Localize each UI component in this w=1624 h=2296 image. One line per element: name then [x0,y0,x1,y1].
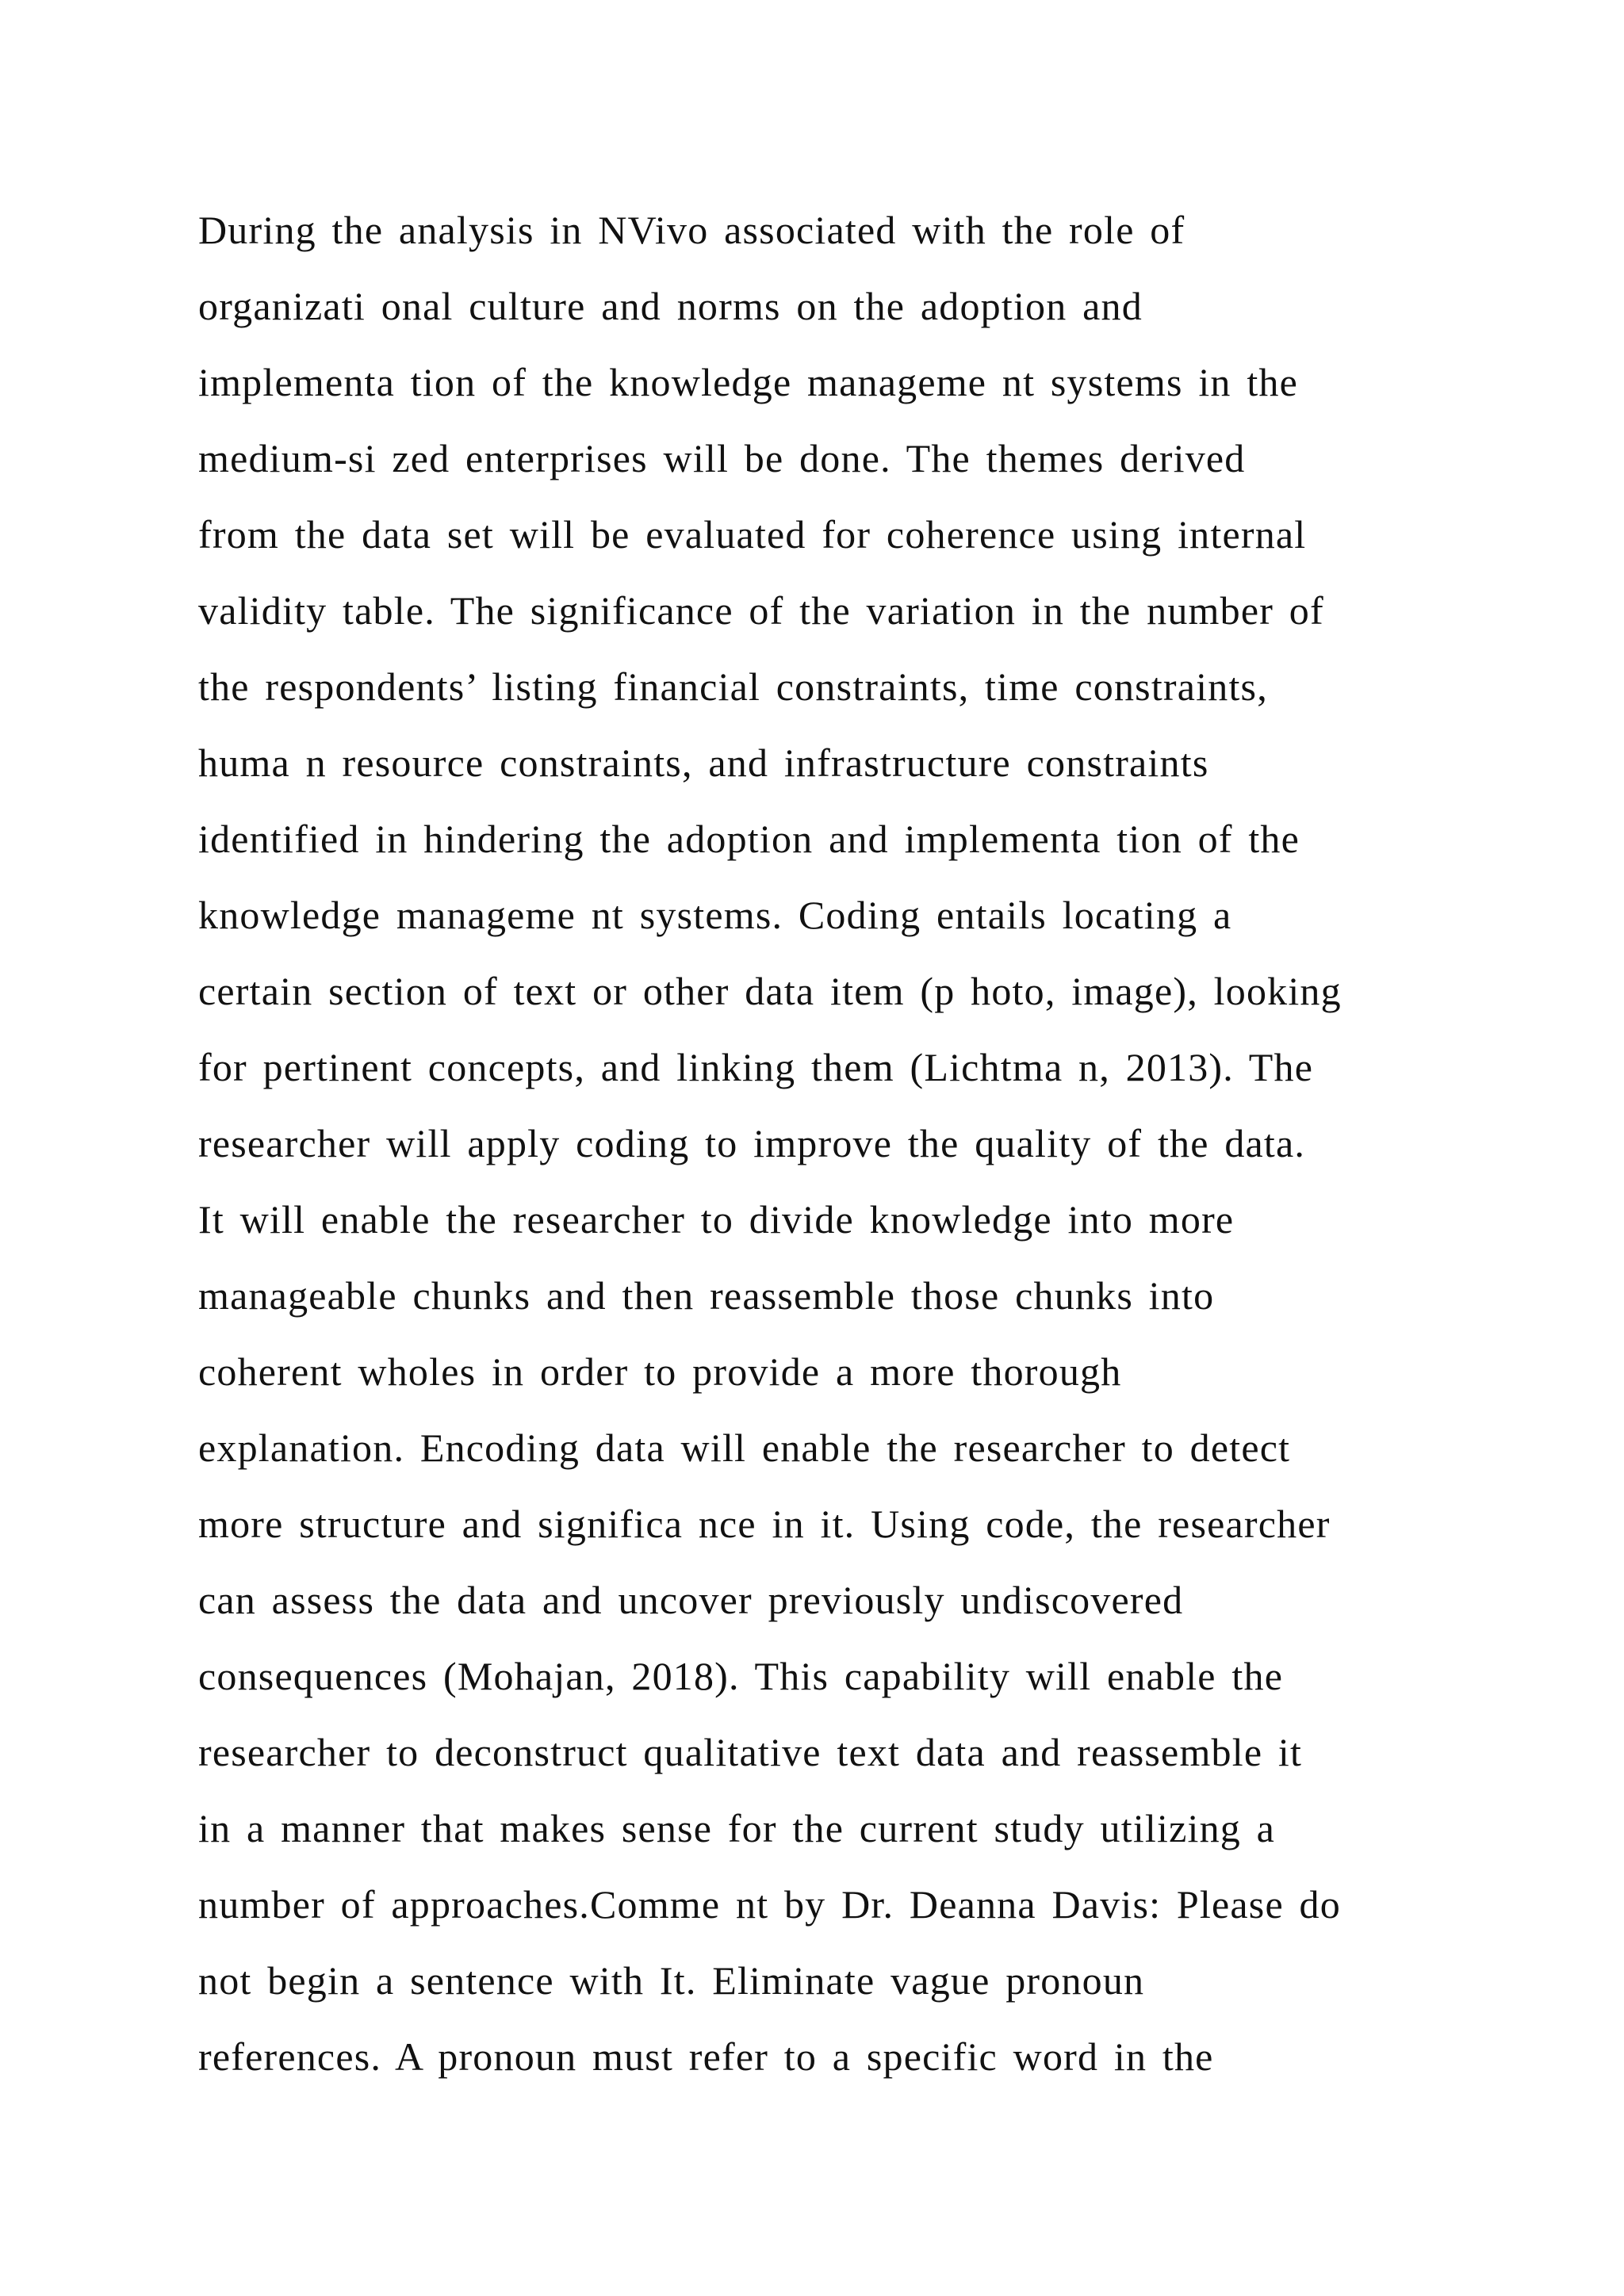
text-line: not begin a sentence with It. Eliminate vague pronoun [198,1958,1145,2003]
text-line: in a manner that makes sense for the current study utilizing a [198,1806,1276,1850]
text-line: researcher will apply coding to improve the quality of the data. [198,1121,1306,1165]
text-line: huma n resource constraints, and infrastructure constraints [198,740,1209,785]
text-line: references. A pronoun must refer to a specific word in the [198,2034,1214,2079]
text-line: certain section of text or other data item (p hoto, image), looking [198,969,1342,1013]
text-line: explanation. Encoding data will enable the researcher to detect [198,1425,1291,1470]
text-line: implementa tion of the knowledge manageme nt systems in the [198,360,1299,404]
text-line: organizati onal culture and norms on the adoption and [198,284,1143,328]
text-line: from the data set will be evaluated for coherence using internal [198,512,1307,557]
text-line: consequences (Mohajan, 2018). This capability will enable the [198,1654,1284,1698]
text-line: It will enable the researcher to divide knowledge into more [198,1197,1235,1242]
body-text [198,192,1499,2095]
text-line: knowledge manageme nt systems. Coding entails locating a [198,893,1232,937]
text-line: identified in hindering the adoption and implementa tion of the [198,817,1300,861]
text-line: more structure and significa nce in it. Using code, the researcher [198,1502,1331,1546]
text-line: number of approaches.Comme nt by Dr. Deanna Davis: Please do [198,1882,1341,1927]
text-line: validity table. The significance of the variation in the number of [198,588,1324,633]
text-line: researcher to deconstruct qualitative text data and reassemble it [198,1730,1303,1774]
text-line: for pertinent concepts, and linking them (Lichtma n, 2013). The [198,1045,1314,1089]
text-line: can assess the data and uncover previously undiscovered [198,1578,1184,1622]
text-line: coherent wholes in order to provide a more thorough [198,1349,1122,1394]
text-line: manageable chunks and then reassemble those chunks into [198,1273,1215,1318]
text-line: During the analysis in NVivo associated with the role of [198,208,1185,252]
text-line: the respondents’ listing financial constraints, time constraints, [198,664,1268,709]
text-line: medium-si zed enterprises will be done. The themes derived [198,436,1246,480]
